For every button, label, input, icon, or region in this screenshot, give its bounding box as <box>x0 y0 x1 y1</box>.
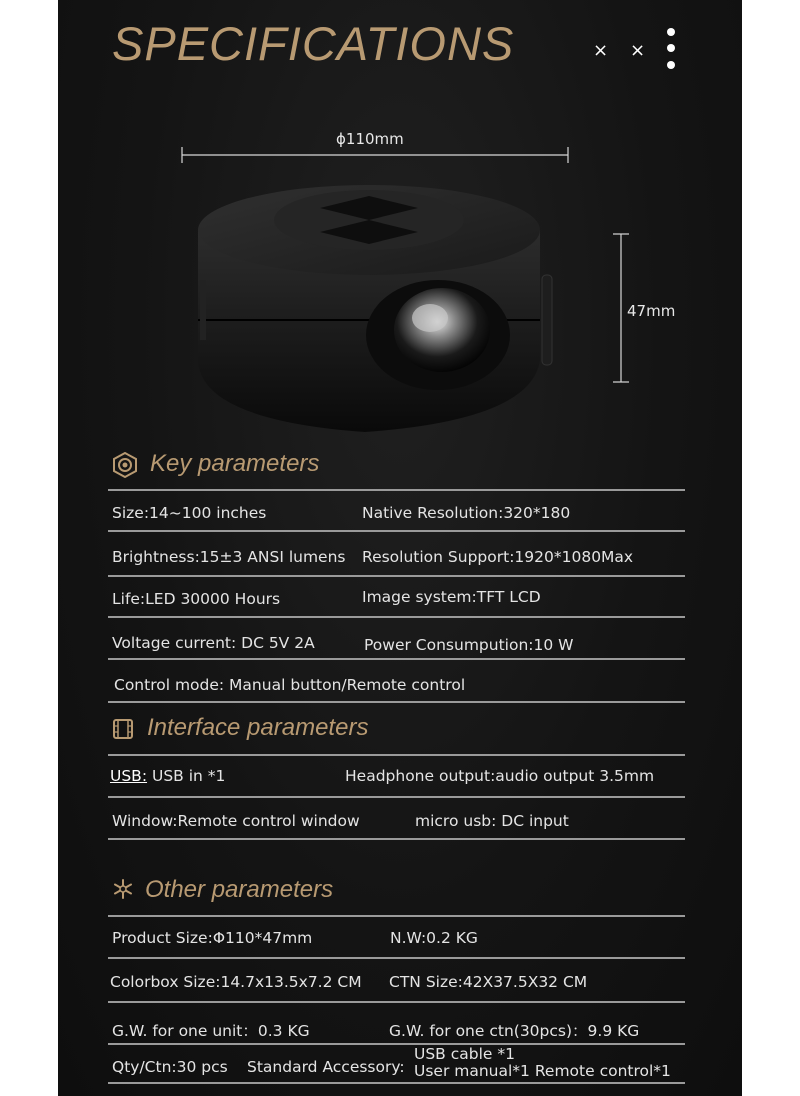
other-parameters-heading: Other parameters <box>145 876 334 903</box>
standard-accessory-label: Standard Accessory: <box>247 1058 405 1076</box>
divider <box>108 915 685 917</box>
qty-per-carton-spec: Qty/Ctn:30 pcs <box>112 1058 228 1076</box>
divider <box>108 530 685 532</box>
divider <box>108 1043 685 1045</box>
product-size-spec: Product Size:Φ110*47mm <box>112 929 313 947</box>
usb-value: USB in *1 <box>147 767 226 785</box>
height-label: 47mm <box>627 302 676 320</box>
diameter-label: ϕ110mm <box>336 130 404 148</box>
carton-size-spec: CTN Size:42X37.5X32 CM <box>389 973 588 991</box>
divider <box>108 957 685 959</box>
divider <box>108 838 685 840</box>
interface-parameters-heading: Interface parameters <box>147 714 369 741</box>
brightness-spec: Brightness:15±3 ANSI lumens <box>112 548 346 566</box>
divider <box>108 796 685 798</box>
micro-usb-spec: micro usb: DC input <box>415 812 569 830</box>
size-spec: Size:14~100 inches <box>112 504 267 522</box>
headphone-spec: Headphone output:audio output 3.5mm <box>345 767 655 785</box>
voltage-spec: Voltage current: DC 5V 2A <box>112 634 315 652</box>
key-parameters-heading: Key parameters <box>150 450 320 477</box>
accessory-line-1: USB cable *1 <box>414 1045 515 1063</box>
more-options-icon[interactable] <box>664 28 678 74</box>
divider <box>108 754 685 756</box>
usb-spec <box>110 767 225 785</box>
film-strip-icon <box>112 718 134 740</box>
divider <box>108 575 685 577</box>
close-icon[interactable]: × <box>593 40 609 61</box>
divider <box>108 1001 685 1003</box>
native-resolution-spec: Native Resolution:320*180 <box>362 504 571 522</box>
divider <box>108 1082 685 1084</box>
control-mode-spec: Control mode: Manual button/Remote control <box>114 676 466 694</box>
life-spec: Life:LED 30000 Hours <box>112 590 281 608</box>
divider <box>108 658 685 660</box>
divider <box>108 616 685 618</box>
resolution-support-spec: Resolution Support:1920*1080Max <box>362 548 634 566</box>
page-title: SPECIFICATIONS <box>112 17 515 70</box>
carton-gross-weight-spec: G.W. for one ctn(30pcs)：9.9 KG <box>389 1022 640 1040</box>
accessory-line-2: User manual*1 Remote control*1 <box>414 1062 671 1080</box>
net-weight-spec: N.W:0.2 KG <box>390 929 478 947</box>
close-icon-secondary[interactable]: × <box>630 40 646 61</box>
divider <box>108 701 685 703</box>
colorbox-size-spec: Colorbox Size:14.7x13.5x7.2 CM <box>110 973 362 991</box>
image-system-spec: Image system:TFT LCD <box>362 588 541 606</box>
divider <box>108 489 685 491</box>
star-burst-icon <box>112 878 134 900</box>
window-spec: Window:Remote control window <box>112 812 360 830</box>
projector-image <box>170 120 690 440</box>
gear-badge-icon <box>112 452 138 478</box>
power-consumption-spec: Power Consumpution:10 W <box>364 636 574 654</box>
usb-label: USB: <box>110 767 148 785</box>
unit-gross-weight-spec: G.W. for one unit：0.3 KG <box>112 1022 310 1040</box>
